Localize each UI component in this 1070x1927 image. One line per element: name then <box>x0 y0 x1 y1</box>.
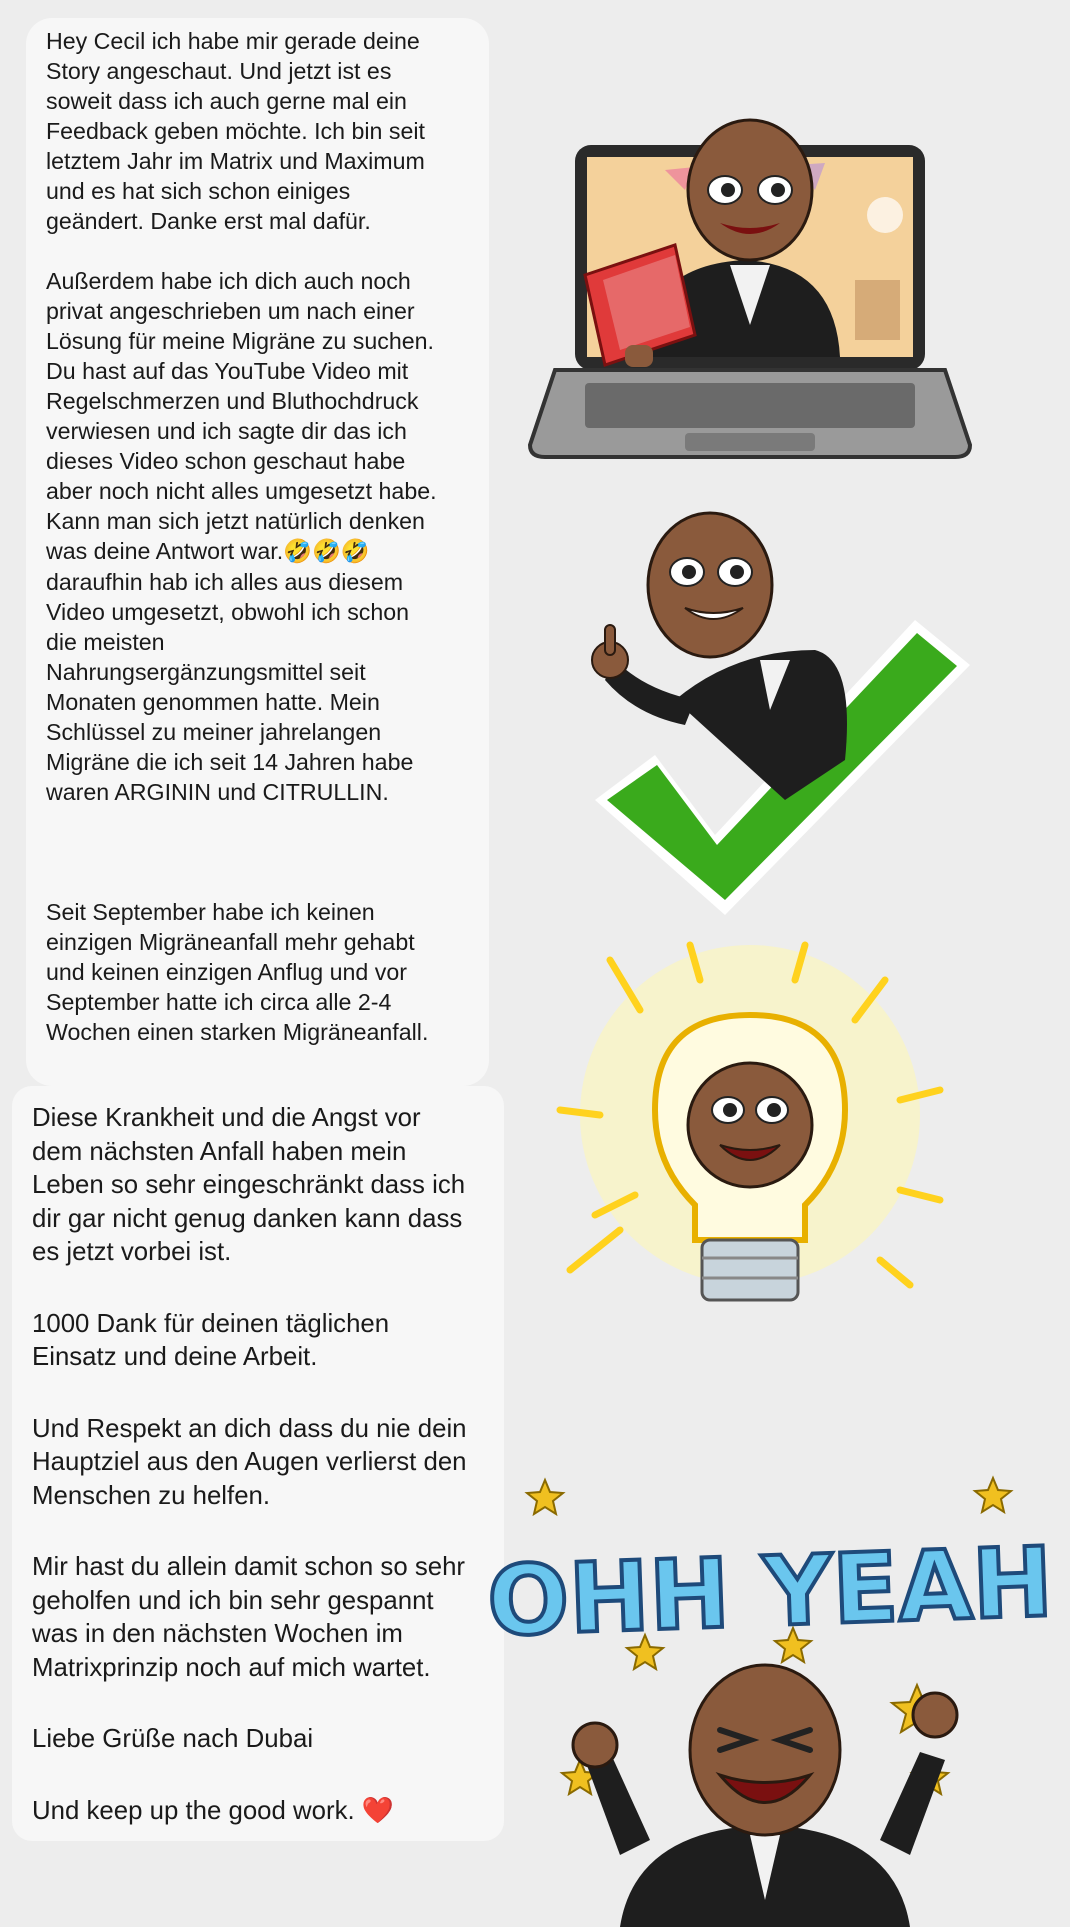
ohh-yeah-sticker[interactable] <box>485 1460 1055 1927</box>
message-paragraph: 1000 Dank für deinen täglichen Einsatz und deine Arbeit. <box>32 1309 390 1371</box>
message-paragraph: daraufhin hab ich alles aus diesem Video umgesetzt, obwohl ich schon die meisten Nahrungsergänzungsmittel seit Monaten genommen hatte. Mein Schlüssel zu meiner jahrelangen Migräne die ich seit 14 Jahren habe waren ARGININ und CITRULLIN. <box>46 569 414 805</box>
message-text: Außerdem habe ich dich auch noch privat angeschrieben um nach einer Lösung für meine Migräne zu suchen. Du hast auf das YouTube Video mit Regelschmerzen und Bluthochdruck verwiesen und ich sagte dir das ich dieses Video schon geschaut habe aber noch nicht alles umgesetzt habe. Kann man sich jetzt natürlich denken was deine Antwort war. <box>46 268 437 564</box>
message-paragraph <box>32 1795 494 1829</box>
message-paragraph: Liebe Grüße nach Dubai <box>32 1725 314 1753</box>
message-paragraph: Seit September habe ich keinen einzigen Migräneanfall mehr gehabt und keinen einzigen Anflug und vor September hatte ich circa alle 2-4 Wochen einen starken Migräneanfall. <box>46 899 429 1045</box>
message-paragraph <box>46 266 475 567</box>
lightbulb-avatar-sticker[interactable] <box>540 940 960 1340</box>
laptop-avatar-sticker[interactable] <box>525 95 975 480</box>
message-paragraph: Mir hast du allein damit schon so sehr geholfen und ich bin sehr gespannt was in den nächsten Wochen im Matrixprinzip noch auf mich wartet. <box>32 1553 466 1682</box>
message-paragraph: Diese Krankheit und die Angst vor dem nächsten Anfall haben mein Leben so sehr eingeschränkt dass ich dir gar nicht genug danken kann dass es jetzt vorbei ist. <box>32 1104 466 1266</box>
message-paragraph: Und Respekt an dich dass du nie dein Hauptziel aus den Augen verlierst den Menschen zu helfen. <box>32 1414 467 1510</box>
message-paragraph: Hey Cecil ich habe mir gerade deine Story angeschaut. Und jetzt ist es soweit dass ich auch gerne mal ein Feedback geben möchte. Ich bin seit letztem Jahr im Matrix und Maximum und es hat sich schon einiges geändert. Danke erst mal dafür. <box>46 28 425 234</box>
message-bubble <box>12 1086 504 1841</box>
heart-emoji: ❤️ <box>361 1795 394 1826</box>
lightbulb-icon <box>540 940 960 1340</box>
laptop-avatar-reading-icon <box>525 95 975 480</box>
thumbs-up-checkmark-sticker[interactable] <box>585 500 975 920</box>
ohh-yeah-cheering-icon <box>485 1460 1055 1927</box>
message-bubble <box>26 18 489 1086</box>
checkmark-icon <box>585 500 975 920</box>
message-text: Und keep up the good work. <box>32 1796 355 1825</box>
ohh-yeah-text: OHH YEAH <box>485 1526 1055 1658</box>
rofl-emoji: 🤣🤣🤣 <box>283 538 370 565</box>
